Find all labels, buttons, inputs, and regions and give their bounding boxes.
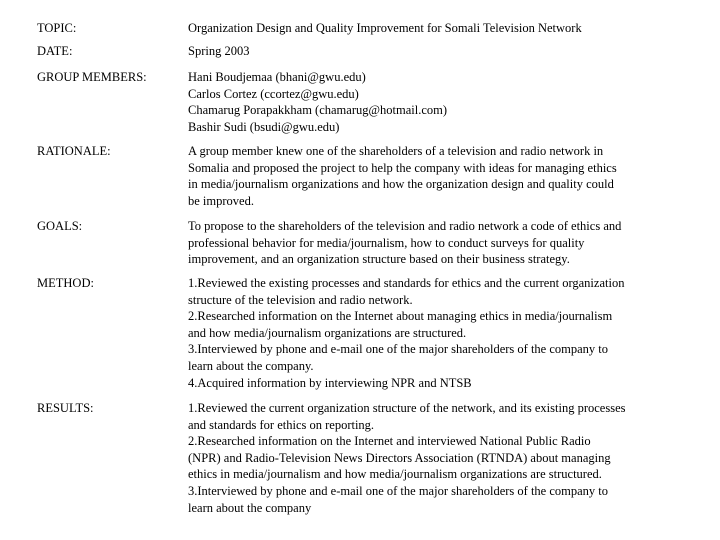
results-value <box>188 400 684 516</box>
results-line: 1.Reviewed the current organization structure of the network, and its existing processes <box>188 401 626 415</box>
date-line: Spring 2003 <box>188 44 250 58</box>
method-line: 4.Acquired information by interviewing NPR and NTSB <box>188 375 472 390</box>
rationale-line: A group member knew one of the shareholders of a television and radio network in <box>188 144 604 158</box>
results-label: RESULTS: <box>37 401 94 415</box>
rationale-line: in media/journalism organizations and how the organization design and quality could <box>188 177 614 192</box>
topic-line: Organization Design and Quality Improvement for Somali Television Network <box>188 21 582 35</box>
method-line: structure of the television and radio network. <box>188 292 413 307</box>
results-line: ethics in media/journalism and how media/journalism organizations are structured. <box>188 467 602 482</box>
results-line: and standards for ethics on reporting. <box>188 417 375 432</box>
group-members-label: GROUP MEMBERS: <box>37 70 147 84</box>
results-line: (NPR) and Radio-Television News Directors Association (RTNDA) about managing <box>188 450 611 465</box>
group-members-value <box>188 69 684 135</box>
goals-value <box>188 218 684 268</box>
group-member-line: Bashir Sudi (bsudi@gwu.edu) <box>188 119 340 134</box>
rationale-label: RATIONALE: <box>37 144 111 158</box>
topic-label: TOPIC: <box>37 21 77 35</box>
results-line: 3.Interviewed by phone and e-mail one of the major shareholders of the company to <box>188 483 609 498</box>
date-label: DATE: <box>37 44 73 58</box>
group-member-line: Hani Boudjemaa (bhani@gwu.edu) <box>188 70 366 84</box>
method-label: METHOD: <box>37 276 94 290</box>
rationale-value <box>188 143 684 209</box>
topic-value <box>188 20 684 37</box>
rationale-line: be improved. <box>188 193 254 208</box>
date-value <box>188 43 684 60</box>
goals-line: improvement, and an organization structure based on their business strategy. <box>188 252 570 267</box>
goals-line: professional behavior for media/journalism, how to conduct surveys for quality <box>188 235 585 250</box>
method-line: 2.Researched information on the Internet about managing ethics in media/journalism <box>188 309 613 324</box>
goals-label: GOALS: <box>37 219 83 233</box>
results-line: 2.Researched information on the Internet and interviewed National Public Radio <box>188 434 591 449</box>
method-line: 3.Interviewed by phone and e-mail one of the major shareholders of the company to <box>188 342 609 357</box>
method-line: learn about the company. <box>188 358 314 373</box>
method-line: 1.Reviewed the existing processes and standards for ethics and the current organization <box>188 276 625 290</box>
rationale-line: Somalia and proposed the project to help the company with ideas for managing ethics <box>188 160 617 175</box>
group-member-line: Chamarug Porapakkham (chamarug@hotmail.com) <box>188 103 448 118</box>
goals-line: To propose to the shareholders of the television and radio network a code of ethics and <box>188 219 622 233</box>
group-member-line: Carlos Cortez (ccortez@gwu.edu) <box>188 86 359 101</box>
method-line: and how media/journalism organizations are structured. <box>188 325 467 340</box>
method-value <box>188 275 684 391</box>
results-line: learn about the company <box>188 500 312 515</box>
